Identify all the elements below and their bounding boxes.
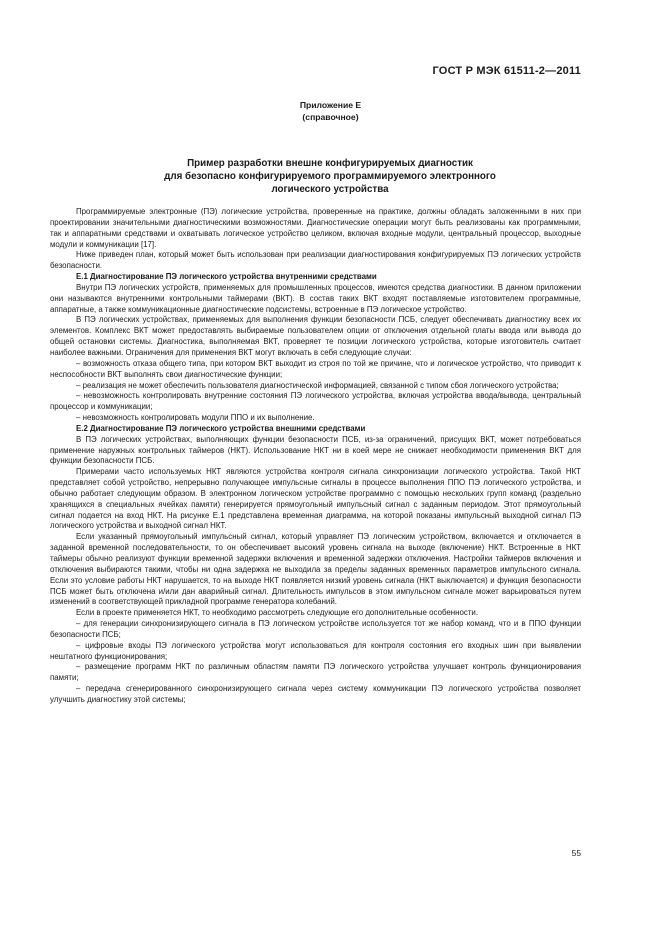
list-item: – реализация не может обеспечить пользователя диагностической информацией, связанной с типом сбоя логического устройства;	[76, 380, 559, 390]
appendix-heading	[0, 99, 661, 123]
list-item: – невозможность контролировать модули ППО и их выполнение.	[76, 413, 315, 423]
section-heading: Е.2 Диагностирование ПЭ логического устройства внешними средствами	[76, 423, 366, 433]
paragraph: В ПЭ логических устройствах, выполняющих функции безопасности ПСБ, из-за ограничений, присущих ВКТ, может потребоваться применение наружных контрольных таймеров (НКТ). Использование НКТ ни в коей мере не снижает необходимости применения ВКТ для функции безопасности ПСБ.	[50, 434, 581, 466]
title-line: для безопасно конфигурируемого программируемого электронного	[164, 171, 496, 182]
title-line: логического устройства	[271, 184, 389, 195]
list-item: – передача сгенерированного синхронизирующего сигнала через систему коммуникации ПЭ логического устройства позволяет улучшить диагностику этой системы;	[50, 684, 581, 704]
list-item: – возможность отказа общего типа, при котором ВКТ выходит из строя по той же причине, что и логическое устройство, что приводит к неспособности ВКТ выполнять свои диагностические функции;	[50, 358, 581, 379]
list-item: – для генерации синхронизирующего сигнала в ПЭ логическом устройстве используется тот же набор команд, что и в ППО функции безопасности ПСБ;	[50, 619, 581, 639]
paragraph: Внутри ПЭ логических устройств, применяемых для промышленных процессов, имеются средства диагностики. В данном приложении они называются внутренними контрольными таймерами (ВКТ). В состав таких ВКТ входят поставляемые изготовителем программные, аппаратные, а также коммуникационные диагностические подсистемы, встроенные в ПЭ логическое устройство.	[50, 282, 581, 314]
body-text	[50, 207, 581, 706]
paragraph: Программируемые электронные (ПЭ) логические устройства, проверенные на практике, должны обладать заложенными в них при проектировании значительными диагностическими возможностями. Диагностические операции могут быть реализованы как программными, так и аппаратными средствами и охватывать логическое устройство целиком, включая входные модули, центральный процессор, выходные модули и коммуникации [17].	[50, 207, 581, 249]
title-line: Пример разработки внешне конфигурируемых диагностик	[187, 158, 473, 169]
document-title	[90, 157, 570, 196]
paragraph: Ниже приведен план, который может быть использован при реализации диагностирования конфигурируемых ПЭ логических устройств безопасности.	[50, 250, 581, 271]
list-item: – размещение программ НКТ по различным областям памяти ПЭ логического устройства улучшает контроль функционирования памяти;	[50, 662, 581, 683]
standard-code: ГОСТ Р МЭК 61511-2—2011	[432, 65, 581, 77]
appendix-name: Приложение Е	[299, 100, 362, 110]
page-number: 55	[571, 848, 581, 858]
list-item: – цифровые входы ПЭ логического устройства могут использоваться для контроля состояния его входных шин при выявлении нештатного функционирования;	[50, 640, 581, 661]
paragraph: В ПЭ логических устройствах, применяемых для выполнения функции безопасности ПСБ, следует обеспечивать диагностику всех их элементов. Комплекс ВКТ может предоставлять выбираемые пользователем опции от отключения отдельной платы ввода или вывода до общей остановки системы. Диагностика, выполняемая ВКТ, проверяет те позиции логического устройства, которые изготовитель считает наиболее важными. Ограничения для применения ВКТ могут включать в себя следующие случаи:	[50, 315, 581, 357]
paragraph: Примерами часто используемых НКТ являются устройства контроля сигнала синхронизации логического устройства. Такой НКТ представляет собой устройство, непрерывно получающее импульсные сигналы в процессе выполнения ППО ПЭ логического устройства, и обычно работает следующим образом. В электронном логическом устройстве программно с помощью нескольких групп команд (раздельно хранящихся в специальных ячейках памяти) генерируется прямоугольный импульсный сигнал с заданным периодом. Этот прямоугольный сигнал подается на вход НКТ. На рисунке Е.1 представлена временная диаграмма, на которой показаны импульсный выходной сигнал ПЭ логического устройства и выходной сигнал НКТ.	[50, 467, 581, 531]
list-item: – невозможность контролировать внутренние состояния ПЭ логического устройства, включая устройства ввода/вывода, центральный процессор и коммуникации;	[50, 391, 581, 412]
section-heading: Е.1 Диагностирование ПЭ логического устройства внутренними средствами	[76, 272, 377, 282]
paragraph: Если в проекте применяется НКТ, то необходимо рассмотреть следующие его дополнительные особенности.	[76, 608, 479, 618]
paragraph: Если указанный прямоугольный импульсный сигнал, который управляет ПЭ логическим устройством, включается и отключается в заданной временной последовательности, то он обеспечивает высокий уровень сигнала на выходе (включение) НКТ. Встроенные в НКТ таймеры обычно реализуют функции временной задержки включения и временной задержки отключения. Настройки таймеров включения и отключения выбираются такими, чтобы ни одна задержка не выходила за пределы заданных временных параметров импульсного сигнала. Если это условие работы НКТ нарушается, то на выходе НКТ появляется низкий уровень сигнала (НКТ выключается) и функция безопасности ПСБ может быть отключена и/или дан аварийный сигнал. Длительность импульсов в этом импульсном сигнале может варьироваться путем изменений в соответствующей прикладной программе генератора колебаний.	[50, 532, 581, 607]
appendix-kind: (справочное)	[302, 112, 359, 122]
